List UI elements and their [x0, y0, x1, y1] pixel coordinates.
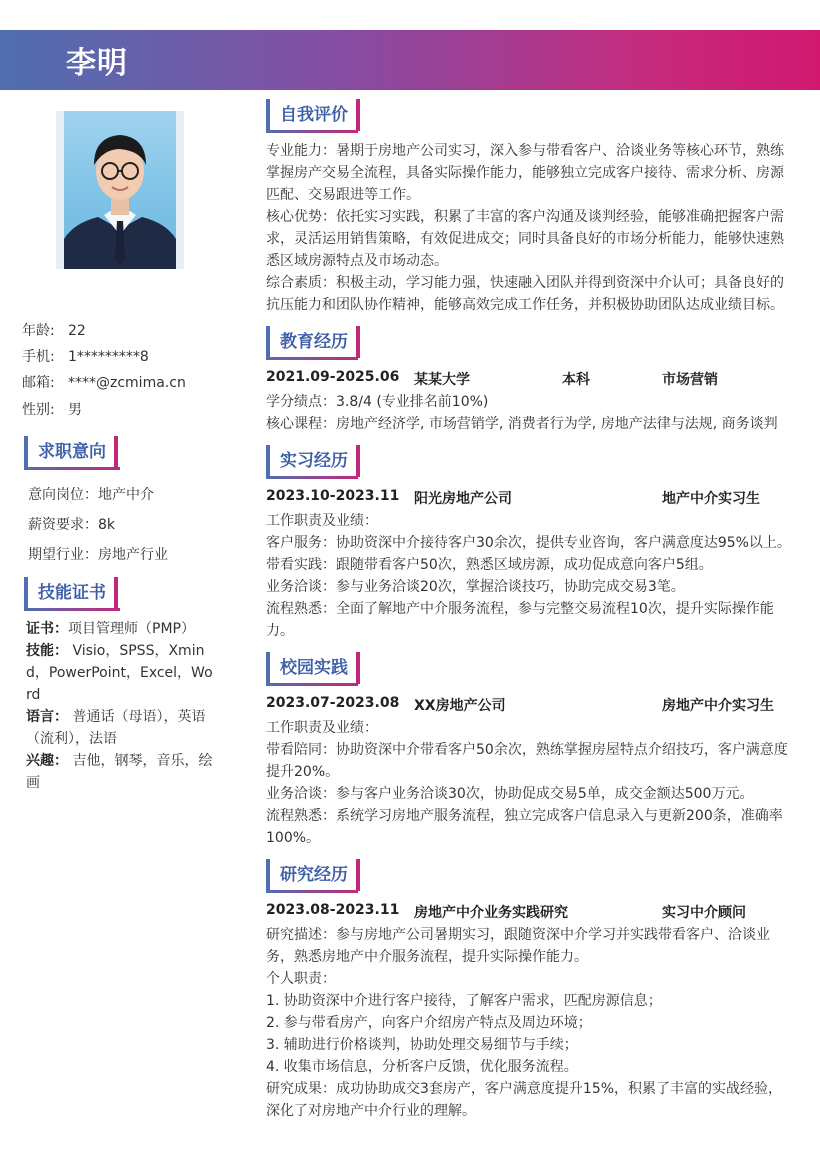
- header-banner: [0, 30, 820, 90]
- skills-list: [26, 618, 216, 794]
- campus-company: XX房地产公司: [414, 698, 506, 714]
- education-text: 学分绩点：3.8/4 (专业排名前10%) 核心课程：房地产经济学, 市场营销学, 消费者行为学, 房地产法律与法规, 商务谈判: [266, 394, 778, 432]
- education-date: 2021.09-2025.06: [266, 369, 400, 385]
- section-title-skills: 技能证书: [24, 577, 120, 611]
- research-role: 实习中介顾问: [662, 905, 746, 921]
- education-major: 市场营销: [662, 372, 718, 388]
- internship-company: 阳光房地产公司: [414, 491, 512, 507]
- internship-role: 地产中介实习生: [662, 491, 760, 507]
- internship-date: 2023.10-2023.11: [266, 488, 400, 504]
- section-title-self-eval: 自我评价: [266, 99, 358, 133]
- section-title-campus: 校园实践: [266, 652, 358, 686]
- info-age: 年龄: 22: [22, 323, 86, 339]
- person-portrait-icon: [64, 111, 176, 269]
- intent-position: 意向岗位：地产中介: [28, 487, 154, 503]
- info-email: 邮箱: ****@zcmima.cn: [22, 375, 186, 391]
- info-phone: 手机: 1*********8: [22, 349, 149, 365]
- section-title-education: 教育经历: [266, 326, 358, 360]
- internship-text: 工作职责及业绩： 客户服务：协助资深中介接待客户30余次，提供专业咨询，客户满意度达95%以上。 带看实践：跟随带看客户50次，熟悉区域房源，成功促成意向客户5组。 业务洽谈：参与业务洽谈20次，掌握洽谈技巧，协助完成交易3笔。 流程熟悉：全面了解地产中介服务流程，参与完整交易流程10次，提升实际操作能力。: [266, 513, 791, 639]
- info-gender: 性别: 男: [22, 402, 82, 418]
- intent-industry: 期望行业：房地产行业: [28, 547, 168, 563]
- research-text: 研究描述：参与房地产公司暑期实习，跟随资深中介学习并实践带看客户、洽谈业务，熟悉房地产中介服务流程，提升实际操作能力。 个人职责： 1. 协助资深中介进行客户接待，了解客户需求，匹配房源信息； 2. 参与带看房产，向客户介绍房产特点及周边环境； 3. 辅助进行价格谈判，协助处理交易细节与手续； 4. 收集市场信息，分析客户反馈，优化服务流程。 研究成果：成功协助成交3套房产，客户满意度提升15%，积累了丰富的实战经验，深化了对房地产中介行业的理解。: [266, 927, 783, 1119]
- intent-salary: 薪资要求：8k: [28, 517, 116, 533]
- skill-interests: 兴趣： 吉他，钢琴，音乐，绘画: [26, 753, 213, 791]
- campus-text: 工作职责及业绩： 带看陪同：协助资深中介带看客户50余次，熟练掌握房屋特点介绍技巧，客户满意度提升20%。 业务洽谈：参与客户业务洽谈30次，协助促成交易5单，成交金额达500万元。 流程熟悉：系统学习房地产服务流程，独立完成客户信息录入与更新200条，准确率100%。: [266, 720, 788, 846]
- candidate-name: 李明: [66, 46, 128, 81]
- education-school: 某某大学: [414, 372, 470, 388]
- section-title-research: 研究经历: [266, 859, 358, 893]
- skill-tools: 技能： Visio，SPSS，Xmind，PowerPoint，Excel，Word: [26, 643, 213, 703]
- education-degree: 本科: [562, 372, 590, 388]
- campus-role: 房地产中介实习生: [662, 698, 774, 714]
- research-date: 2023.08-2023.11: [266, 902, 400, 918]
- profile-photo: [56, 111, 184, 269]
- skill-certificate: 证书：项目管理师（PMP）: [26, 621, 195, 637]
- section-title-job-intent: 求职意向: [24, 436, 120, 470]
- skill-languages: 语言： 普通话（母语），英语（流利），法语: [26, 709, 206, 747]
- self-eval-text: 专业能力：暑期于房地产公司实习，深入参与带看客户、洽谈业务等核心环节，熟练掌握房产交易全流程，具备实际操作能力，能够独立完成客户接待、需求分析、房源匹配、交易跟进等工作。 核心优势：依托实习实践，积累了丰富的客户沟通及谈判经验，能够准确把握客户需求，灵活运用销售策略，有效促进成交；同时具备良好的市场分析能力，能够快速熟悉区域房源特点及市场动态。 综合素质：积极主动，学习能力强，快速融入团队并得到资深中介认可；具备良好的抗压能力和团队协作精神，能够高效完成工作任务，并积极协助团队达成业绩目标。: [266, 143, 784, 313]
- campus-date: 2023.07-2023.08: [266, 695, 400, 711]
- section-title-internship: 实习经历: [266, 445, 358, 479]
- research-project: 房地产中介业务实践研究: [414, 905, 568, 921]
